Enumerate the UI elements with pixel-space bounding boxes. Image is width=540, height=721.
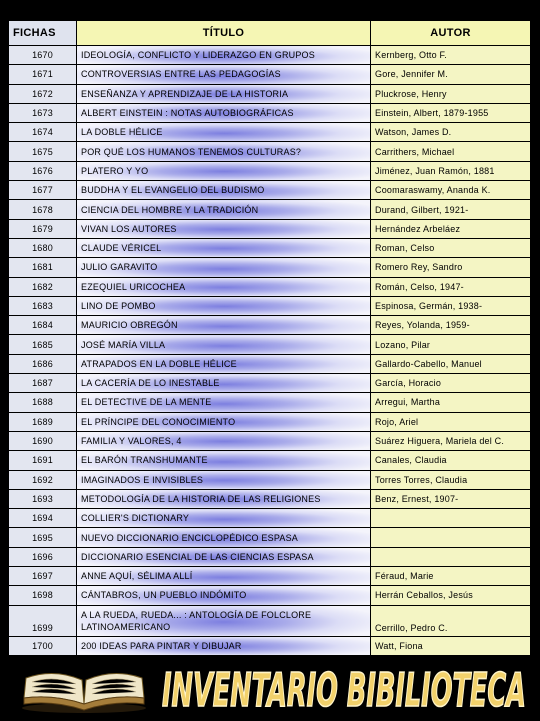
title-cell: ENSEÑANZA Y APRENDIZAJE DE LA HISTORIA <box>77 84 371 103</box>
title-cell: 200 IDEAS PARA PINTAR Y DIBUJAR <box>77 636 371 655</box>
table-row <box>9 528 531 547</box>
ficha-number: 1673 <box>9 103 77 122</box>
table-row <box>9 46 531 65</box>
table-row <box>9 636 531 655</box>
table-row <box>9 238 531 257</box>
ficha-number: 1686 <box>9 354 77 373</box>
table-row <box>9 142 531 161</box>
title-cell: PLATERO Y YO <box>77 161 371 180</box>
title-cell: DICCIONARIO ESENCIAL DE LAS CIENCIAS ESPASA <box>77 547 371 566</box>
table-row <box>9 65 531 84</box>
title-cell: EL DETECTIVE DE LA MENTE <box>77 393 371 412</box>
title-cell: ALBERT EINSTEIN : NOTAS AUTOBIOGRÁFICAS <box>77 103 371 122</box>
author-cell: Jiménez, Juan Ramón, 1881 <box>371 161 531 180</box>
ficha-number: 1680 <box>9 238 77 257</box>
table-row <box>9 277 531 296</box>
title-cell: CLAUDE VÉRICEL <box>77 238 371 257</box>
ficha-number: 1692 <box>9 470 77 489</box>
ficha-number: 1677 <box>9 181 77 200</box>
title-cell: LA DOBLE HÉLICE <box>77 123 371 142</box>
title-cell: CONTROVERSIAS ENTRE LAS PEDAGOGÍAS <box>77 65 371 84</box>
author-cell <box>371 509 531 528</box>
ficha-number: 1691 <box>9 451 77 470</box>
table-row <box>9 586 531 605</box>
author-cell: Kernberg, Otto F. <box>371 46 531 65</box>
author-cell: Cerrillo, Pedro C. <box>371 605 531 636</box>
table-row <box>9 374 531 393</box>
ficha-number: 1684 <box>9 316 77 335</box>
banner-title: INVENTARIO BIBILIOTECA <box>161 664 526 716</box>
table-row <box>9 509 531 528</box>
title-cell: FAMILIA Y VALORES, 4 <box>77 431 371 450</box>
ficha-number: 1682 <box>9 277 77 296</box>
autor-header: AUTOR <box>371 21 531 46</box>
author-cell: Gore, Jennifer M. <box>371 65 531 84</box>
title-cell: EZEQUIEL URICOCHEA <box>77 277 371 296</box>
table-row <box>9 451 531 470</box>
table-row <box>9 219 531 238</box>
ficha-number: 1700 <box>9 636 77 655</box>
table-row <box>9 161 531 180</box>
ficha-number: 1689 <box>9 412 77 431</box>
title-cell: METODOLOGÍA DE LA HISTORIA DE LAS RELIGIONES <box>77 489 371 508</box>
table-row <box>9 84 531 103</box>
author-cell: Gallardo-Cabello, Manuel <box>371 354 531 373</box>
author-cell <box>371 547 531 566</box>
title-cell: EL BARÓN TRANSHUMANTE <box>77 451 371 470</box>
ficha-number: 1687 <box>9 374 77 393</box>
title-cell: NUEVO DICCIONARIO ENCICLOPÉDICO ESPASA <box>77 528 371 547</box>
author-cell: Watson, James D. <box>371 123 531 142</box>
title-cell: LA CACERÍA DE LO INESTABLE <box>77 374 371 393</box>
author-cell: Durand, Gilbert, 1921- <box>371 200 531 219</box>
author-cell: Arregui, Martha <box>371 393 531 412</box>
ficha-number: 1697 <box>9 567 77 586</box>
title-cell: JULIO GARAVITO <box>77 258 371 277</box>
title-cell: ATRAPADOS EN LA DOBLE HÉLICE <box>77 354 371 373</box>
author-cell: Einstein, Albert, 1879-1955 <box>371 103 531 122</box>
author-cell: Benz, Ernest, 1907- <box>371 489 531 508</box>
title-cell: BUDDHA Y EL EVANGELIO DEL BUDISMO <box>77 181 371 200</box>
author-cell: Féraud, Marie <box>371 567 531 586</box>
title-cell: VIVAN LOS AUTORES <box>77 219 371 238</box>
titulo-header: TÍTULO <box>77 21 371 46</box>
author-cell: Canales, Claudia <box>371 451 531 470</box>
table-row <box>9 393 531 412</box>
title-cell: CÁNTABROS, UN PUEBLO INDÓMITO <box>77 586 371 605</box>
ficha-number: 1670 <box>9 46 77 65</box>
ficha-number: 1685 <box>9 335 77 354</box>
ficha-number: 1671 <box>9 65 77 84</box>
table-row <box>9 567 531 586</box>
table-row <box>9 489 531 508</box>
table-row <box>9 412 531 431</box>
table-body <box>9 46 531 656</box>
author-cell: Torres Torres, Claudia <box>371 470 531 489</box>
ficha-number: 1678 <box>9 200 77 219</box>
table-row <box>9 605 531 636</box>
table-row <box>9 431 531 450</box>
inventory-banner <box>158 664 530 716</box>
ficha-number: 1676 <box>9 161 77 180</box>
title-cell: ANNE AQUÍ, SÉLIMA ALLÍ <box>77 567 371 586</box>
ficha-number: 1683 <box>9 296 77 315</box>
ficha-number: 1693 <box>9 489 77 508</box>
author-cell: Rojo, Ariel <box>371 412 531 431</box>
table-row <box>9 200 531 219</box>
title-cell: MAURICIO OBREGÓN <box>77 316 371 335</box>
table-row <box>9 296 531 315</box>
table-row <box>9 123 531 142</box>
author-cell: Reyes, Yolanda, 1959- <box>371 316 531 335</box>
ficha-number: 1695 <box>9 528 77 547</box>
ficha-number: 1696 <box>9 547 77 566</box>
title-cell: POR QUÉ LOS HUMANOS TENEMOS CULTURAS? <box>77 142 371 161</box>
ficha-number: 1688 <box>9 393 77 412</box>
title-cell: CIENCIA DEL HOMBRE Y LA TRADICIÓN <box>77 200 371 219</box>
author-cell: Watt, Fiona <box>371 636 531 655</box>
ficha-number: 1699 <box>9 605 77 636</box>
title-cell: IDEOLOGÍA, CONFLICTO Y LIDERAZGO EN GRUPOS <box>77 46 371 65</box>
author-cell: Espinosa, Germán, 1938- <box>371 296 531 315</box>
table-row <box>9 316 531 335</box>
title-cell: COLLIER'S DICTIONARY <box>77 509 371 528</box>
title-cell: LINO DE POMBO <box>77 296 371 315</box>
open-book-icon <box>18 658 150 714</box>
author-cell: Hernández Arbeláez <box>371 219 531 238</box>
ficha-number: 1698 <box>9 586 77 605</box>
table-row <box>9 354 531 373</box>
table-row <box>9 547 531 566</box>
ficha-number: 1674 <box>9 123 77 142</box>
header-row <box>9 21 531 46</box>
table-row <box>9 258 531 277</box>
table-row <box>9 103 531 122</box>
author-cell: Roman, Celso <box>371 238 531 257</box>
author-cell: García, Horacio <box>371 374 531 393</box>
inventory-sheet <box>8 20 530 652</box>
inventory-table <box>8 20 531 656</box>
table-row <box>9 181 531 200</box>
title-cell: A LA RUEDA, RUEDA... : ANTOLOGÍA DE FOLCLORE LATINOAMERICANO <box>77 605 371 636</box>
table-row <box>9 335 531 354</box>
title-cell: EL PRÍNCIPE DEL CONOCIMIENTO <box>77 412 371 431</box>
ficha-number: 1690 <box>9 431 77 450</box>
author-cell: Carrithers, Michael <box>371 142 531 161</box>
ficha-number: 1672 <box>9 84 77 103</box>
author-cell: Román, Celso, 1947- <box>371 277 531 296</box>
author-cell: Lozano, Pilar <box>371 335 531 354</box>
ficha-number: 1675 <box>9 142 77 161</box>
title-cell: JOSÉ MARÍA VILLA <box>77 335 371 354</box>
author-cell: Pluckrose, Henry <box>371 84 531 103</box>
author-cell: Herrán Ceballos, Jesús <box>371 586 531 605</box>
fichas-header: FICHAS <box>9 21 77 46</box>
author-cell: Coomaraswamy, Ananda K. <box>371 181 531 200</box>
title-cell: IMAGINADOS E INVISIBLES <box>77 470 371 489</box>
author-cell <box>371 528 531 547</box>
ficha-number: 1694 <box>9 509 77 528</box>
table-row <box>9 470 531 489</box>
ficha-number: 1681 <box>9 258 77 277</box>
author-cell: Suárez Higuera, Mariela del C. <box>371 431 531 450</box>
author-cell: Romero Rey, Sandro <box>371 258 531 277</box>
ficha-number: 1679 <box>9 219 77 238</box>
